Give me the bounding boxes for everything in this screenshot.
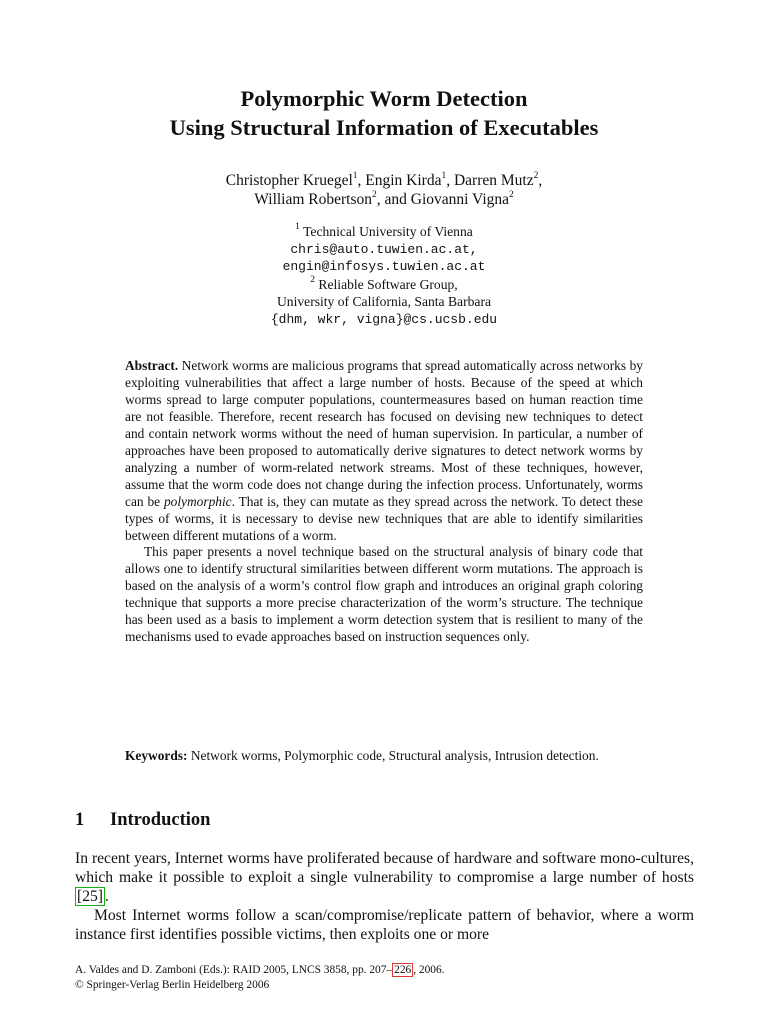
page-link[interactable]: 226 xyxy=(394,964,412,976)
email-line: {dhm, wkr, vigna}@cs.ucsb.edu xyxy=(270,311,498,327)
keywords-label: Keywords: xyxy=(125,748,188,763)
affiliation-2: $^2$ Reliable Software Group, xyxy=(310,275,458,292)
author-name: , Darren Mutz xyxy=(446,172,534,189)
abstract-paragraph-1: Abstract. Network worms are malicious programs that spread automatically across networks by exploiting vulnerabilities that affect a large number of hosts. Because of the speed at which worms spread to large computer populations, countermeasures based on human reaction time are not feasible. Therefore, recent research has focused on devising new techniques to detect and contain network worms without the need of human supervision. In particular, a number of approaches have been proposed to automatically derive signatures to detect network worms by analyzing a number of worm-related network streams. Most of these techniques, however, assume that the worm code does not change during the infection process. Unfortunately, worms can be polymorphic. That is, they can mutate as they spread across the network. To detect these types of worms, it is necessary to devise new techniques that are able to identify similarities between different mutations of a worm. xyxy=(125,358,643,543)
abstract-label: Abstract. xyxy=(125,358,179,373)
footnote xyxy=(75,963,445,992)
abstract-paragraph-2: This paper presents a novel technique based on the structural analysis of binary code that allows one to identify structural similarities between different worm mutations. The approach is based on the analysis of a worm’s control flow graph and introduces an original graph coloring technique that supports a more precise characterization of the worm’s structure. The technique has been used as a basis to implement a worm detection system that is resilient to many of the mechanisms used to evade approaches based on instruction sequences only. xyxy=(125,544,643,645)
author-name: Christopher Kruegel xyxy=(225,172,353,189)
emphasis: polymorphic xyxy=(163,493,232,509)
author-line-2 xyxy=(0,190,768,209)
author-affil-mark: 2 xyxy=(509,189,514,200)
section-title: Introduction xyxy=(110,810,211,830)
footnote-line-1: A. Valdes and D. Zamboni (Eds.): RAID 2005, LNCS 3858, pp. 207– 226 , 2006. xyxy=(75,964,445,976)
author-separator: , xyxy=(538,172,543,189)
author-affil-mark: 2 xyxy=(372,189,377,200)
email-line: engin@infosys.tuwien.ac.at xyxy=(282,259,486,275)
affiliation-1: $^1$ Technical University of Vienna xyxy=(295,222,473,239)
intro-paragraph-1: In recent years, Internet worms have proliferated because of hardware and software mono-cultures, which make it possible to exploit a single vulnerability to compromise a large number of hosts [25] . xyxy=(75,850,694,905)
author-affil-mark: 2 xyxy=(533,170,539,181)
author-line-1 xyxy=(0,171,768,190)
affiliations xyxy=(0,223,768,329)
citation-link[interactable]: [25] xyxy=(77,888,103,905)
keywords: Keywords: Network worms, Polymorphic code, Structural analysis, Intrusion detection. xyxy=(125,748,599,763)
affil-mark: 2 xyxy=(310,275,316,286)
title-line-1: Polymorphic Worm Detection xyxy=(240,86,528,111)
author-list xyxy=(0,171,768,209)
email-line: chris@auto.tuwien.ac.at, xyxy=(290,241,478,257)
abstract xyxy=(125,358,643,646)
author-affil-mark: 1 xyxy=(441,170,447,181)
title-line-2: Using Structural Information of Executables xyxy=(169,115,599,140)
author-name: William Robertson xyxy=(254,191,373,208)
paper-title xyxy=(0,84,768,142)
section-heading xyxy=(75,810,210,831)
affiliation-2-institution: University of California, Santa Barbara xyxy=(276,294,492,310)
author-affil-mark: 1 xyxy=(352,170,358,181)
intro-paragraph-2: Most Internet worms follow a scan/compromise/replicate pattern of behavior, where a worm instance first identifies possible victims, then exploits one or more xyxy=(75,907,694,943)
introduction-body xyxy=(75,849,694,944)
section-number: 1 xyxy=(75,810,85,830)
author-name: , and Giovanni Vigna xyxy=(376,191,509,208)
author-name: , Engin Kirda xyxy=(357,172,442,189)
footnote-line-2: © Springer-Verlag Berlin Heidelberg 2006 xyxy=(75,978,270,991)
affil-mark: 1 xyxy=(295,222,300,233)
